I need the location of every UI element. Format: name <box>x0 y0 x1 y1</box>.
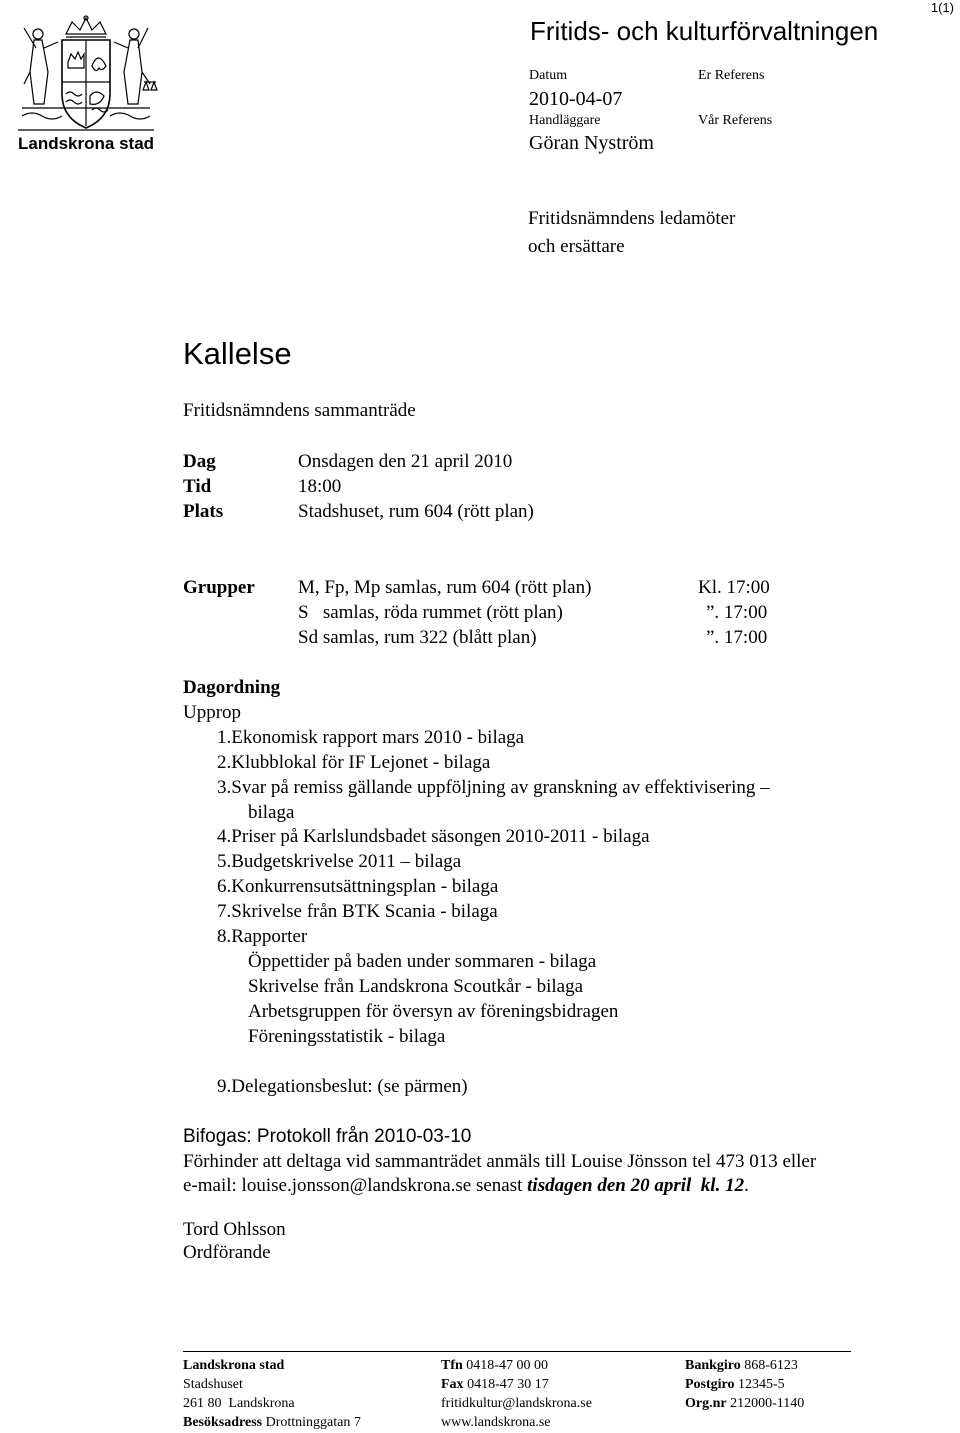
report-item: Skrivelse från Landskrona Scoutkår - bilaga <box>248 976 584 997</box>
footer-divider <box>183 1351 851 1352</box>
footer-orgnr <box>685 1396 804 1412</box>
logo <box>14 12 158 158</box>
agenda-item-text: Ekonomisk rapport mars 2010 - bilaga <box>231 727 525 748</box>
footer-postgiro <box>685 1377 785 1393</box>
group-row: M, Fp, Mp samlas, rum 604 (rött plan) <box>298 577 592 598</box>
footer-bankgiro-value: 868-6123 <box>740 1358 798 1373</box>
our-reference-label: Vår Referens <box>698 113 773 128</box>
footer-phone <box>441 1358 548 1374</box>
agenda-item-number: 3. <box>217 777 232 798</box>
footer-visit-value: Drottninggatan 7 <box>262 1415 361 1430</box>
group-time: ”. 17:00 <box>706 627 768 648</box>
agenda-item-number: 2. <box>217 752 232 773</box>
agenda-item-number: 9. <box>217 1076 232 1097</box>
footer-bankgiro-label: Bankgiro <box>685 1358 741 1373</box>
footer-address: Stadshuset <box>183 1377 243 1392</box>
document-subtitle: Fritidsnämndens sammanträde <box>183 400 416 421</box>
agenda-item-text: Konkurrensutsättningsplan - bilaga <box>231 876 499 897</box>
footer-email[interactable]: fritidkultur@landskrona.se <box>441 1396 592 1411</box>
agenda-item-number: 7. <box>217 901 232 922</box>
groups-label: Grupper <box>183 577 255 598</box>
agenda-item-number: 5. <box>217 851 232 872</box>
agenda-item <box>217 851 461 873</box>
group-time: Kl. 17:00 <box>698 577 770 598</box>
logo-text: Landskrona stad <box>18 134 155 153</box>
signature-name: Tord Ohlsson <box>183 1219 286 1240</box>
group-row: S samlas, röda rummet (rött plan) <box>298 602 563 623</box>
footer-visit <box>183 1415 361 1431</box>
agenda-heading: Dagordning <box>183 677 281 698</box>
handler-label: Handläggare <box>529 113 601 128</box>
agenda-intro: Upprop <box>183 702 242 723</box>
agenda-item <box>217 876 498 898</box>
agenda-item <box>217 752 490 774</box>
agenda-item <box>217 1076 468 1098</box>
agenda-item <box>217 826 650 848</box>
agenda-item-number: 4. <box>217 826 232 847</box>
place-value: Stadshuset, rum 604 (rött plan) <box>298 501 534 522</box>
recipient-line: och ersättare <box>528 236 625 257</box>
group-row: Sd samlas, rum 322 (blått plan) <box>298 627 537 648</box>
agenda-item-text: Skrivelse från BTK Scania - bilaga <box>231 901 498 922</box>
notice-line: Förhinder att deltaga vid sammanträdet anmäls till Louise Jönsson tel 473 013 eller <box>183 1151 817 1172</box>
time-label: Tid <box>183 476 212 497</box>
notice-line <box>183 1175 749 1197</box>
date-label: Datum <box>529 68 568 83</box>
recipient <box>528 205 908 261</box>
place-label: Plats <box>183 501 224 522</box>
footer-visit-label: Besöksadress <box>183 1415 263 1430</box>
your-reference-label: Er Referens <box>698 68 765 83</box>
notice-deadline: tisdagen den 20 april kl. 12 <box>527 1175 745 1196</box>
agenda-item-continuation: bilaga <box>248 802 295 823</box>
footer-postal: 261 80 Landskrona <box>183 1396 295 1411</box>
footer-phone-value: 0418-47 00 00 <box>462 1358 548 1373</box>
report-item: Arbetsgruppen för översyn av föreningsbidragen <box>248 1001 619 1022</box>
footer-orgnr-label: Org.nr <box>685 1396 727 1411</box>
footer-orgnr-value: 212000-1140 <box>726 1396 805 1411</box>
footer-org-name: Landskrona stad <box>183 1358 285 1373</box>
footer-postgiro-label: Postgiro <box>685 1377 735 1392</box>
notice-email-text: e-mail: louise.jonsson@landskrona.se senast <box>183 1175 528 1196</box>
footer-fax-label: Fax <box>441 1377 464 1392</box>
group-time: ”. 17:00 <box>706 602 768 623</box>
attachments-line: Bifogas: Protokoll från 2010-03-10 <box>183 1126 472 1147</box>
recipient-line: Fritidsnämndens ledamöter <box>528 208 736 229</box>
agenda-item <box>217 926 307 948</box>
footer-org <box>183 1358 284 1374</box>
footer-bankgiro <box>685 1358 798 1374</box>
agenda-item-number: 6. <box>217 876 232 897</box>
footer-phone-label: Tfn <box>441 1358 463 1373</box>
agenda-item-text: Rapporter <box>231 926 308 947</box>
agenda-item <box>217 777 770 799</box>
signature-role: Ordförande <box>183 1242 271 1263</box>
page-number: 1(1) <box>930 0 954 15</box>
date-value: 2010-04-07 <box>529 88 623 110</box>
agenda-item <box>217 901 498 923</box>
agenda-item-text: Svar på remiss gällande uppföljning av granskning av effektivisering – <box>231 777 770 798</box>
document-title: Kallelse <box>183 336 292 371</box>
agenda-item-number: 1. <box>217 727 232 748</box>
organization-name: Fritids- och kulturförvaltningen <box>530 16 879 46</box>
agenda-item-text: Priser på Karlslundsbadet säsongen 2010-2011 - bilaga <box>231 826 650 847</box>
agenda-item-text: Klubblokal för IF Lejonet - bilaga <box>231 752 491 773</box>
agenda-item-text: Budgetskrivelse 2011 – bilaga <box>231 851 462 872</box>
day-value: Onsdagen den 21 april 2010 <box>298 451 513 472</box>
footer-fax <box>441 1377 549 1393</box>
agenda-item <box>217 727 524 749</box>
time-value: 18:00 <box>298 476 342 497</box>
handler-value: Göran Nyström <box>529 132 654 154</box>
agenda-item-text: Delegationsbeslut: (se pärmen) <box>231 1076 468 1097</box>
footer-website[interactable]: www.landskrona.se <box>441 1415 551 1430</box>
agenda-item-number: 8. <box>217 926 232 947</box>
report-item: Öppettider på baden under sommaren - bilaga <box>248 951 597 972</box>
report-item: Föreningsstatistik - bilaga <box>248 1026 446 1047</box>
day-label: Dag <box>183 451 216 472</box>
footer-fax-value: 0418-47 30 17 <box>463 1377 549 1392</box>
footer-postgiro-value: 12345-5 <box>734 1377 785 1392</box>
notice-period: . <box>744 1175 749 1196</box>
